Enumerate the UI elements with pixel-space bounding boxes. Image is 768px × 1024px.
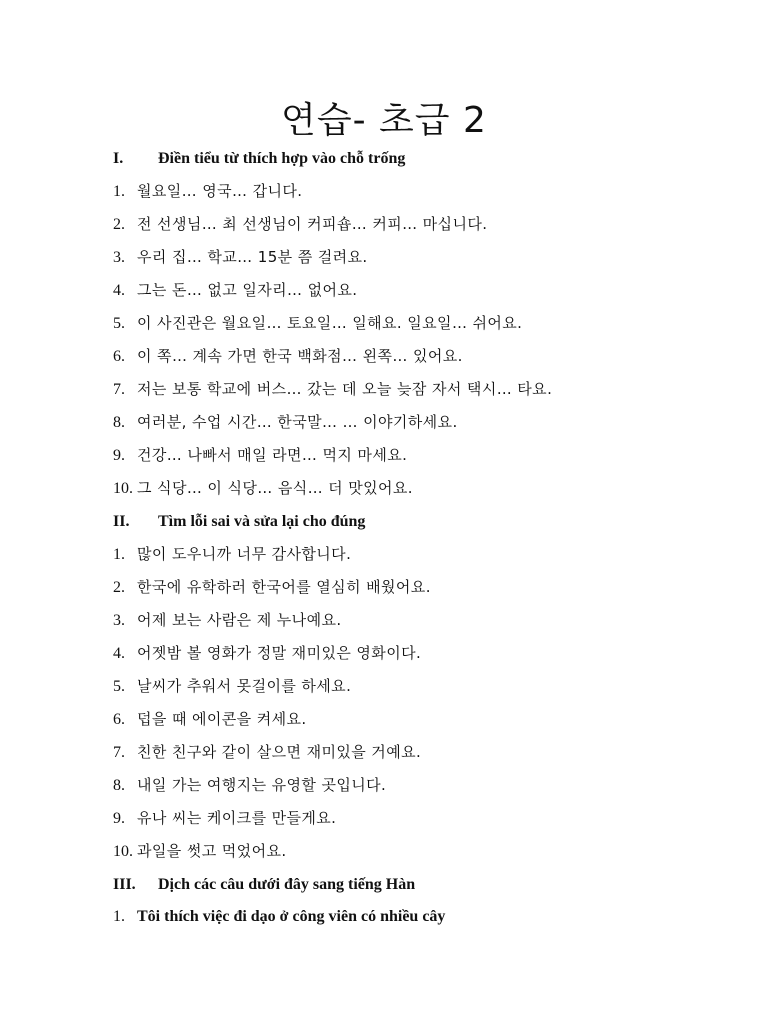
item-text: 한국에 유학하러 한국어를 열심히 배웠어요. — [137, 578, 431, 596]
item-text: Tôi thích việc đi dạo ở công viên có nhiều cây — [137, 908, 446, 925]
list-item — [113, 274, 357, 307]
item-text: 전 선생님… 최 선생님이 커피숍… 커피… 마십니다. — [137, 215, 488, 233]
item-text: 많이 도우니까 너무 감사합니다. — [137, 545, 352, 563]
section-1-heading — [113, 142, 405, 175]
item-number: 2. — [113, 216, 125, 233]
section-1-title: Điền tiểu từ thích hợp vào chỗ trống — [158, 150, 406, 167]
item-number: 5. — [113, 678, 125, 695]
list-item — [113, 571, 431, 604]
item-number: 3. — [113, 249, 125, 266]
list-item — [113, 340, 463, 373]
item-text: 어젯밤 볼 영화가 정말 재미있은 영화이다. — [137, 644, 422, 662]
list-item — [113, 406, 458, 439]
section-1-numeral: I. — [113, 150, 124, 167]
list-item — [113, 769, 386, 802]
list-item — [113, 835, 287, 868]
item-number: 4. — [113, 645, 125, 662]
section-3-numeral: III. — [113, 876, 136, 893]
item-text: 내일 가는 여행지는 유영할 곳입니다. — [137, 776, 387, 794]
item-number: 3. — [113, 612, 125, 629]
item-number: 10. — [113, 843, 133, 860]
item-text: 우리 집… 학교… 15분 쯤 걸려요. — [137, 248, 368, 266]
list-item — [113, 670, 351, 703]
list-item — [113, 472, 413, 505]
item-text: 유나 씨는 케이크를 만들게요. — [137, 809, 337, 827]
item-text: 그 식당… 이 식당… 음식… 더 맛있어요. — [137, 479, 413, 497]
list-item — [113, 703, 307, 736]
list-item — [113, 900, 445, 933]
list-item — [113, 307, 522, 340]
list-item — [113, 637, 421, 670]
item-number: 1. — [113, 183, 125, 200]
section-2-heading — [113, 505, 365, 538]
item-text: 친한 친구와 같이 살으면 재미있을 거예요. — [137, 743, 422, 761]
section-2-numeral: II. — [113, 513, 130, 530]
list-item — [113, 373, 552, 406]
item-number: 8. — [113, 414, 125, 431]
item-number: 9. — [113, 447, 125, 464]
item-text: 날씨가 추워서 못걸이를 하세요. — [137, 677, 352, 695]
item-number: 9. — [113, 810, 125, 827]
item-number: 8. — [113, 777, 125, 794]
section-3-heading — [113, 868, 415, 901]
item-text: 여러분, 수업 시간… 한국말… … 이야기하세요. — [137, 413, 458, 431]
list-item — [113, 802, 336, 835]
item-number: 7. — [113, 381, 125, 398]
item-text: 과일을 썻고 먹었어요. — [137, 842, 287, 860]
list-item — [113, 175, 302, 208]
list-item — [113, 604, 342, 637]
item-number: 10. — [113, 480, 133, 497]
item-text: 덥을 때 에이콘을 켜세요. — [137, 710, 307, 728]
item-number: 6. — [113, 348, 125, 365]
item-text: 월요일… 영국… 갑니다. — [137, 182, 303, 200]
item-number: 7. — [113, 744, 125, 761]
item-number: 5. — [113, 315, 125, 332]
list-item — [113, 439, 407, 472]
list-item — [113, 241, 368, 274]
item-text: 어제 보는 사람은 제 누나예요. — [137, 611, 342, 629]
item-text: 건강… 나빠서 매일 라면… 먹지 마세요. — [137, 446, 408, 464]
item-number: 1. — [113, 908, 125, 925]
section-3-title: Dịch các câu dưới đây sang tiếng Hàn — [158, 876, 416, 893]
list-item — [113, 538, 351, 571]
item-text: 이 사진관은 월요일… 토요일… 일해요. 일요일… 쉬어요. — [137, 314, 523, 332]
item-number: 1. — [113, 546, 125, 563]
item-text: 저는 보통 학교에 버스… 갔는 데 오늘 늦잠 자서 택시… 타요. — [137, 380, 553, 398]
section-2-title: Tìm lỗi sai và sửa lại cho đúng — [158, 513, 366, 530]
list-item — [113, 736, 421, 769]
page-title: 연습- 초급 2 — [281, 100, 487, 141]
item-number: 2. — [113, 579, 125, 596]
item-text: 이 쪽… 계속 가면 한국 백화점… 왼쪽… 있어요. — [137, 347, 463, 365]
item-number: 6. — [113, 711, 125, 728]
list-item — [113, 208, 487, 241]
item-number: 4. — [113, 282, 125, 299]
item-text: 그는 돈… 없고 일자리… 없어요. — [137, 281, 358, 299]
